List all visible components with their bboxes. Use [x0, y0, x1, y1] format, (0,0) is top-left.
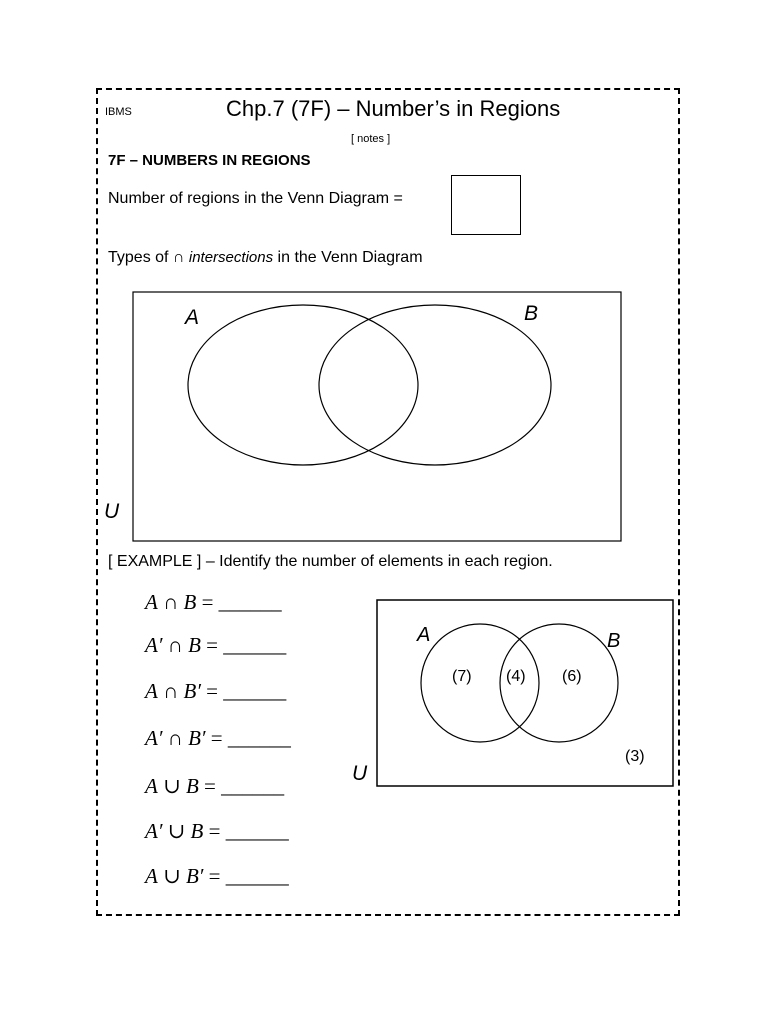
expr-blank[interactable]: = ______	[208, 864, 289, 888]
example-set-a-label: A	[417, 624, 431, 646]
expr-operator: ∩	[167, 726, 183, 750]
expr-left: A′	[145, 726, 163, 750]
example-universe-label: U	[352, 762, 368, 785]
expr-right: B	[188, 633, 201, 657]
expression-row	[145, 633, 286, 658]
section-heading: 7F – NUMBERS IN REGIONS	[108, 152, 311, 169]
expr-left: A	[145, 679, 158, 703]
universe-label: U	[104, 500, 120, 523]
expr-right: B′	[188, 726, 206, 750]
expression-row	[145, 819, 289, 844]
region-neither: (3)	[625, 748, 645, 765]
expr-right: B	[185, 774, 199, 798]
expr-right: B	[190, 819, 204, 843]
page-subtitle: [ notes ]	[351, 133, 391, 145]
universe-rect	[133, 292, 621, 541]
region-both: (4)	[506, 668, 526, 685]
expr-right: B′	[185, 864, 204, 888]
types-prefix: Types of ∩	[108, 249, 185, 266]
expr-left: A	[145, 864, 158, 888]
expr-operator: ∪	[167, 819, 186, 843]
regions-prompt: Number of regions in the Venn Diagram =	[108, 190, 403, 207]
expr-blank[interactable]: = ______	[206, 679, 287, 703]
set-b-ellipse	[319, 305, 551, 465]
expression-row	[145, 679, 286, 704]
set-a-ellipse	[188, 305, 418, 465]
expression-row	[145, 774, 284, 799]
expr-left: A′	[145, 819, 163, 843]
expression-row	[145, 864, 289, 889]
types-italic: intersections	[188, 249, 274, 266]
expr-operator: ∪	[163, 774, 181, 798]
region-only-b: (6)	[562, 668, 582, 685]
expr-left: A′	[145, 633, 163, 657]
example-set-b-label: B	[607, 630, 621, 652]
expr-left: A	[145, 774, 158, 798]
types-suffix: in the Venn Diagram	[277, 249, 423, 266]
expr-operator: ∩	[167, 633, 183, 657]
school-label: IBMS	[105, 106, 132, 118]
expr-blank[interactable]: = ______	[210, 726, 291, 750]
expr-blank[interactable]: = ______	[206, 633, 287, 657]
expression-row	[145, 590, 282, 615]
set-a-label: A	[185, 306, 200, 329]
expression-row	[145, 726, 291, 751]
expr-operator: ∪	[163, 864, 181, 888]
expr-blank[interactable]: = ______	[204, 774, 285, 798]
expr-right: B′	[183, 679, 201, 703]
expr-operator: ∩	[163, 590, 179, 614]
page-title: Chp.7 (7F) – Number’s in Regions	[226, 96, 561, 121]
expr-left: A	[145, 590, 158, 614]
region-only-a: (7)	[452, 668, 472, 685]
expr-blank[interactable]: = ______	[201, 590, 282, 614]
expr-right: B	[183, 590, 197, 614]
example-instruction: [ EXAMPLE ] – Identify the number of elements in each region.	[108, 553, 553, 570]
expr-blank[interactable]: = ______	[208, 819, 289, 843]
set-b-label: B	[524, 302, 539, 325]
expr-operator: ∩	[163, 679, 179, 703]
